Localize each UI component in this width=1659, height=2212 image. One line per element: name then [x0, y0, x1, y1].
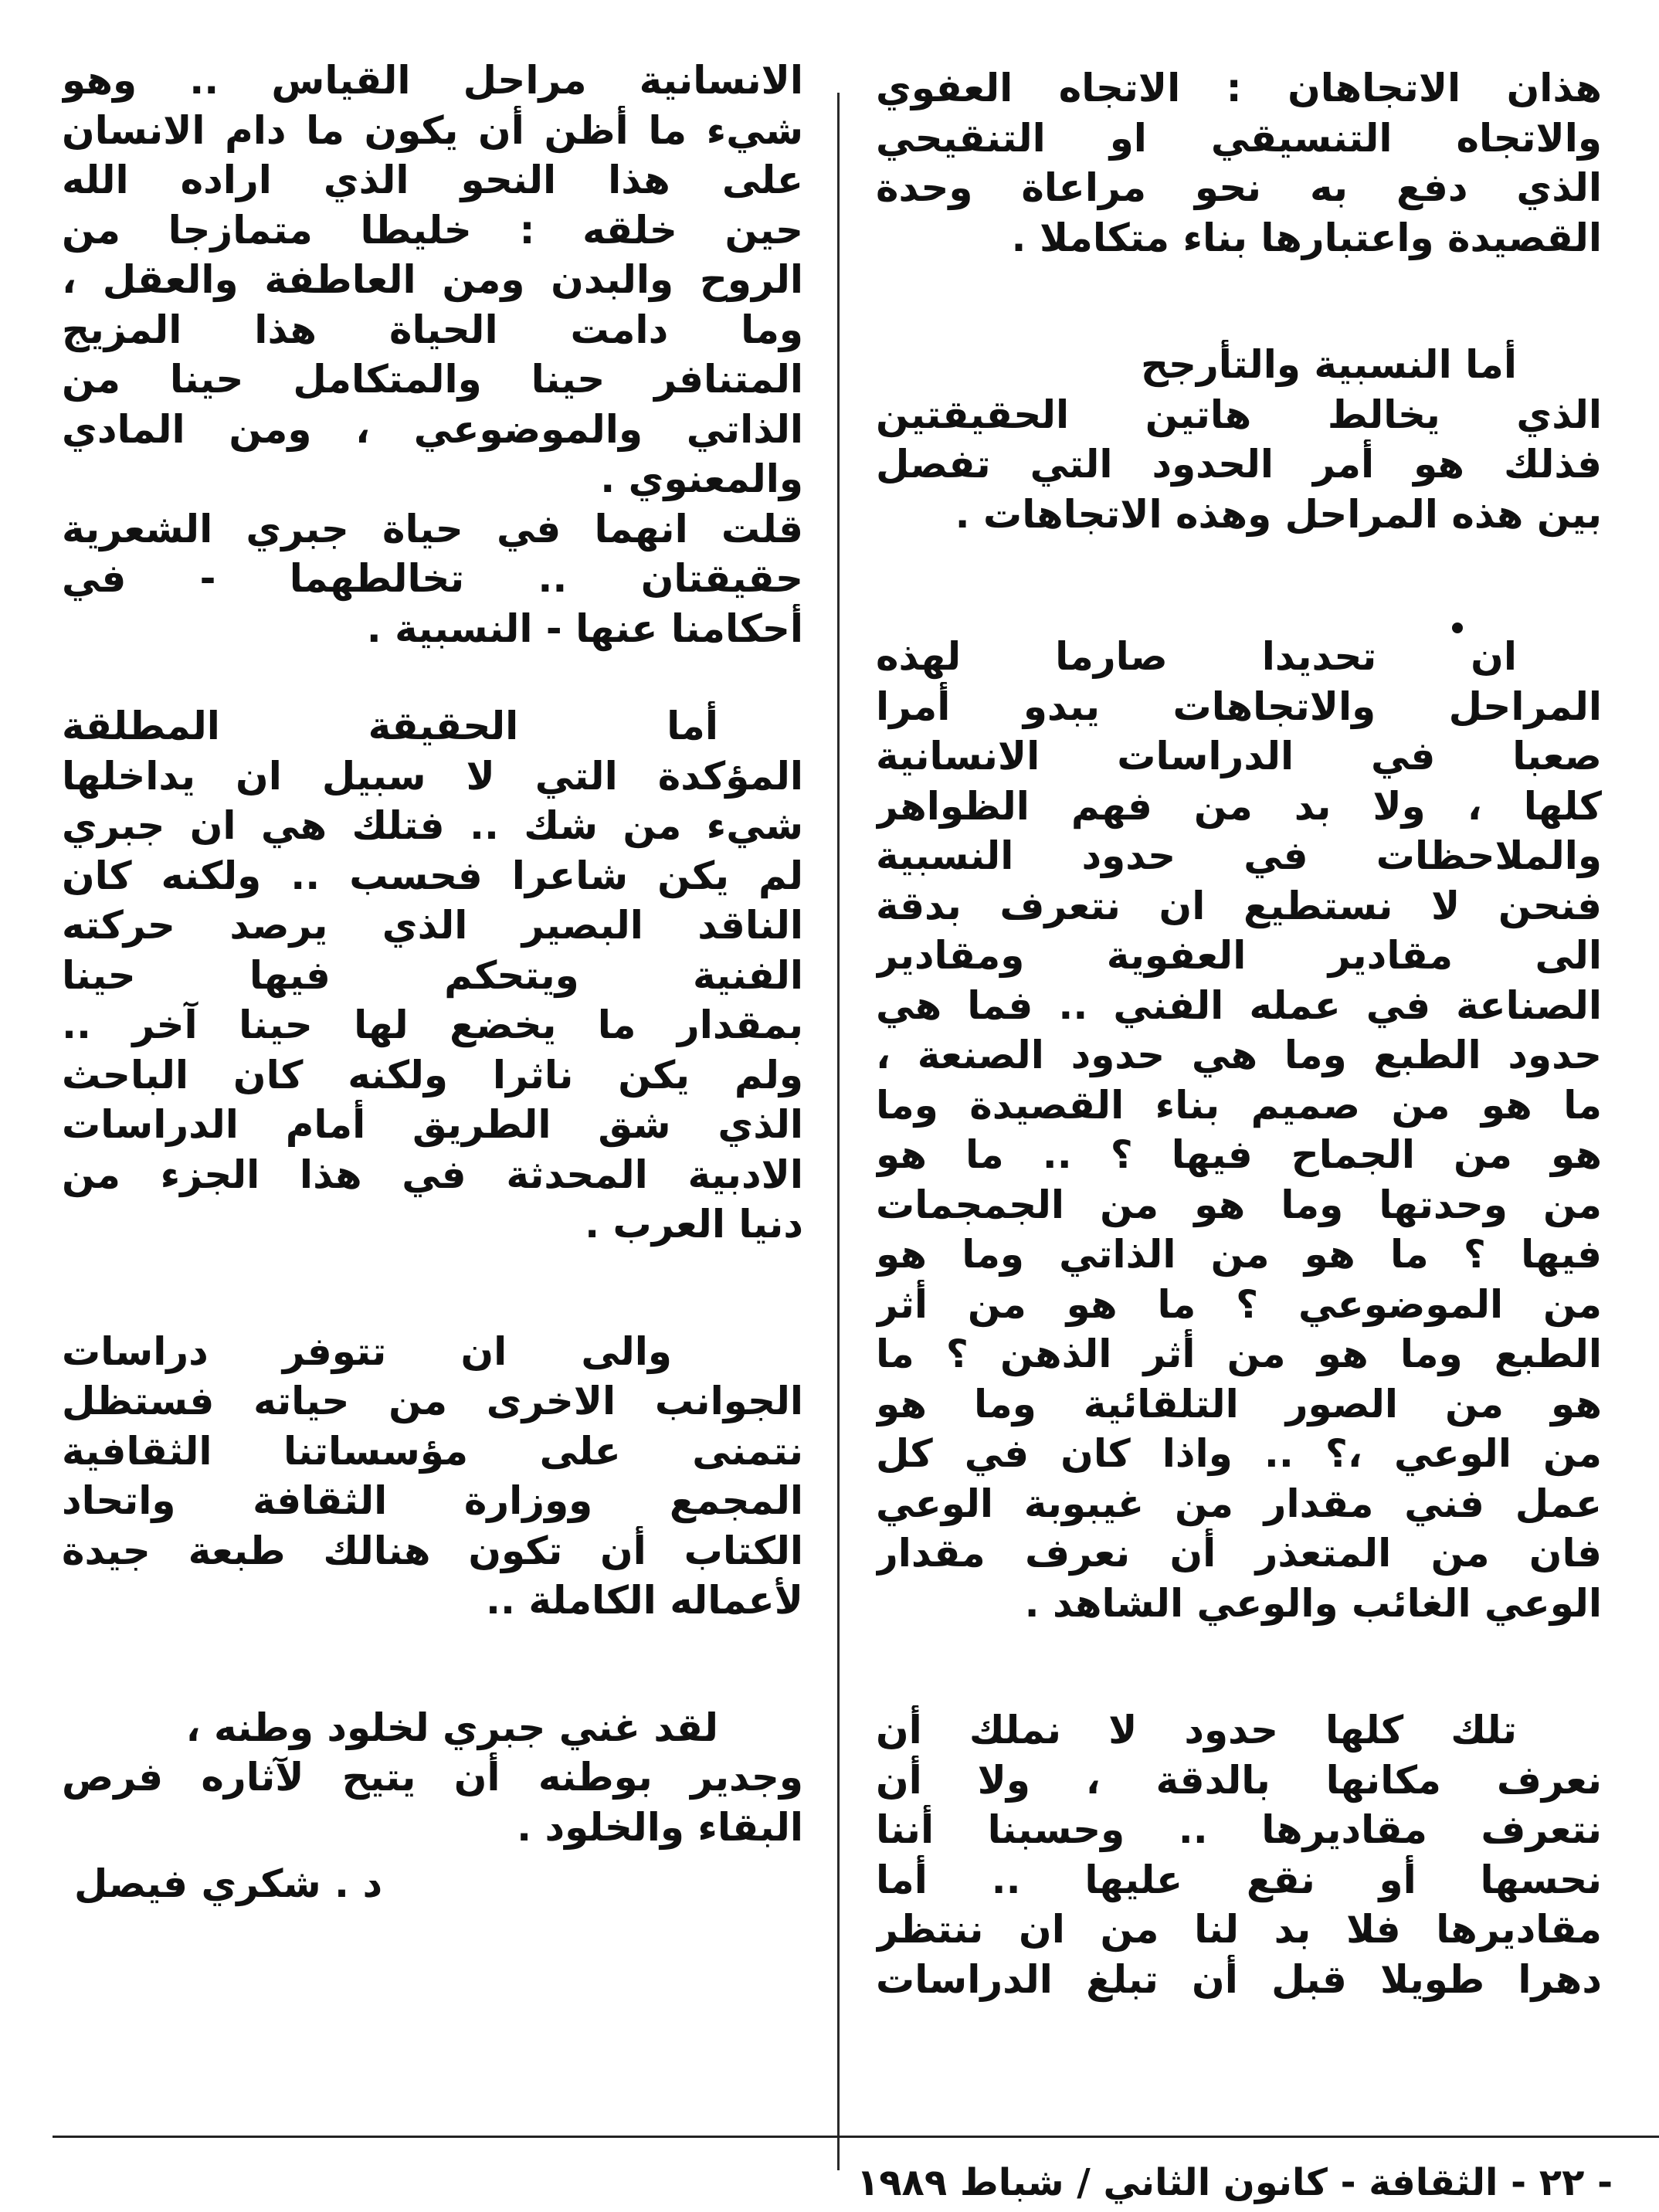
- text-line: الجوانب الاخرى من حياته فستظل: [62, 1379, 803, 1423]
- text-line: المراحل والاتجاهات يبدو أمرا: [876, 684, 1602, 729]
- text-line: أما الحقيقة المطلقة: [62, 704, 718, 748]
- text-line: الى مقادير العفوية ومقادير: [876, 933, 1602, 978]
- text-line: أما النسبية والتأرجح: [1140, 342, 1517, 387]
- text-line: شيء من شك .. فتلك هي ان جبري: [62, 803, 803, 848]
- text-line: نحسها أو نقع عليها .. أما: [876, 1857, 1602, 1902]
- text-line: فنحن لا نستطيع ان نتعرف بدقة: [876, 883, 1602, 928]
- text-line: الناقد البصير الذي يرصد حركته: [62, 903, 803, 948]
- text-line: والاتجاه التنسيقي او التنقيحي: [876, 115, 1602, 161]
- text-line: الانسانية مراحل القياس .. وهو: [62, 58, 803, 103]
- text-line: الذي يخالط هاتين الحقيقتين: [876, 392, 1602, 437]
- text-line: البقاء والخلود .: [517, 1804, 803, 1850]
- text-line: كلها ، ولا بد من فهم الظواهر: [876, 783, 1602, 829]
- text-line: تلك كلها حدود لا نملك أن: [876, 1708, 1517, 1752]
- text-line: الطبع وما هو من أثر الذهن ؟ ما: [876, 1332, 1602, 1376]
- left-paragraph-1: [62, 56, 803, 504]
- text-line: الفنية ويتحكم فيها حينا: [62, 952, 803, 998]
- text-line: شيء ما أظن أن يكون ما دام الانسان: [62, 107, 803, 153]
- text-line: لقد غني جبري لخلود وطنه ،: [185, 1705, 718, 1750]
- left-column: [62, 56, 803, 1852]
- text-line: حدود الطبع وما هي حدود الصنعة ،: [876, 1033, 1602, 1077]
- page-footer: - ٢٢ - الثقافة - كانون الثاني / شباط ١٩٨٩: [856, 2161, 1613, 2204]
- text-line: لأعماله الكاملة ..: [485, 1578, 803, 1623]
- right-paragraph-3: [876, 632, 1602, 1628]
- text-line: صعبا في الدراسات الانسانية: [876, 734, 1602, 779]
- text-line: بمقدار ما يخضع لها حينا آخر ..: [62, 1003, 803, 1047]
- text-line: حقيقتان .. تخالطهما - في: [62, 556, 803, 601]
- text-line: ما هو من صميم بناء القصيدة وما: [876, 1082, 1602, 1128]
- left-paragraph-4: [62, 1327, 803, 1626]
- text-line: وجدير بوطنه أن يتيح لآثاره فرص: [62, 1755, 803, 1800]
- text-line: لم يكن شاعرا فحسب .. ولكنه كان: [62, 853, 803, 898]
- text-line: وما دامت الحياة هذا المزيج: [62, 307, 803, 352]
- bullet-row: [876, 632, 1602, 647]
- text-line: الذي دفع به نحو مراعاة وحدة: [876, 165, 1602, 210]
- right-paragraph-4: [876, 1705, 1602, 2004]
- text-line: الروح والبدن ومن العاطفة والعقل ،: [62, 257, 803, 302]
- text-line: قلت انهما في حياة جبري الشعرية: [62, 506, 803, 551]
- text-line: عمل فني مقدار من غيبوبة الوعي: [876, 1481, 1602, 1526]
- text-line: الصناعة في عمله الفني .. فما هي: [876, 982, 1602, 1028]
- column-divider: [837, 93, 840, 2170]
- text-line: بين هذه المراحل وهذه الاتجاهات .: [955, 491, 1602, 537]
- right-paragraph-2: [876, 340, 1602, 539]
- text-line: الوعي الغائب والوعي الشاهد .: [1024, 1580, 1602, 1626]
- text-line: من الموضوعي ؟ ما هو من أثر: [876, 1281, 1602, 1327]
- text-line: الذي شق الطريق أمام الدراسات: [62, 1102, 803, 1147]
- text-line: على هذا النحو الذي اراده الله: [62, 158, 803, 202]
- text-line: دهرا طويلا قبل أن تبلغ الدراسات: [876, 1956, 1602, 2002]
- text-line: الذاتي والموضوعي ، ومن المادي: [62, 406, 803, 452]
- text-line: دنيا العرب .: [585, 1202, 803, 1247]
- text-line: مقاديرها فلا بد لنا من ان ننتظر: [876, 1907, 1602, 1952]
- author-signature: د . شكري فيصل: [74, 1861, 383, 1906]
- left-paragraph-5: [62, 1703, 803, 1853]
- text-line: هو من الصور التلقائية وما هو: [876, 1381, 1602, 1427]
- text-line: ولم يكن ناثرا ولكنه كان الباحث: [62, 1052, 803, 1098]
- text-line: نعرف مكانها بالدقة ، ولا أن: [876, 1757, 1602, 1803]
- left-paragraph-2: [62, 504, 803, 654]
- text-line: نتعرف مقاديرها .. وحسبنا أننا: [876, 1807, 1602, 1852]
- text-line: حين خلقه : خليطا متمازجا من: [62, 207, 803, 253]
- text-line: نتمنى على مؤسساتنا الثقافية: [62, 1428, 803, 1474]
- text-line: المجمع ووزارة الثقافة واتحاد: [62, 1478, 803, 1523]
- text-line: الادبية المحدثة في هذا الجزء من: [62, 1152, 803, 1197]
- text-line: من الوعي ،؟ .. واذا كان في كل: [876, 1431, 1602, 1476]
- text-line: هذان الاتجاهان : الاتجاه العفوي: [876, 66, 1602, 110]
- text-line: ان تحديدا صارما لهذه: [876, 634, 1517, 679]
- text-line: الكتاب أن تكون هنالك طبعة جيدة: [62, 1528, 803, 1573]
- text-line: فيها ؟ ما هو من الذاتي وما هو: [876, 1232, 1602, 1277]
- text-line: فذلك هو أمر الحدود التي تفصل: [876, 442, 1602, 487]
- text-line: المتنافر حينا والمتكامل حينا من: [62, 357, 803, 402]
- footer-rule: [53, 2136, 1659, 2138]
- text-line: والمعنوي .: [600, 456, 803, 501]
- text-line: المؤكدة التي لا سبيل ان يداخلها: [62, 753, 803, 799]
- text-line: القصيدة واعتبارها بناء متكاملا .: [1011, 215, 1602, 260]
- text-line: فان من المتعذر أن نعرف مقدار: [876, 1531, 1602, 1576]
- text-line: والملاحظات في حدود النسبية: [876, 833, 1602, 878]
- text-line: من وحدتها وما هو من الجمجمات: [876, 1182, 1602, 1227]
- right-paragraph-1: [876, 63, 1602, 263]
- right-column: [876, 63, 1602, 2004]
- left-paragraph-3: [62, 701, 803, 1250]
- text-line: هو من الجماح فيها ؟ .. ما هو: [876, 1132, 1602, 1177]
- text-line: والى ان تتوفر دراسات: [62, 1328, 672, 1374]
- text-line: أحكامنا عنها - النسبية .: [366, 606, 803, 651]
- bullet-dot-icon: [1452, 623, 1463, 633]
